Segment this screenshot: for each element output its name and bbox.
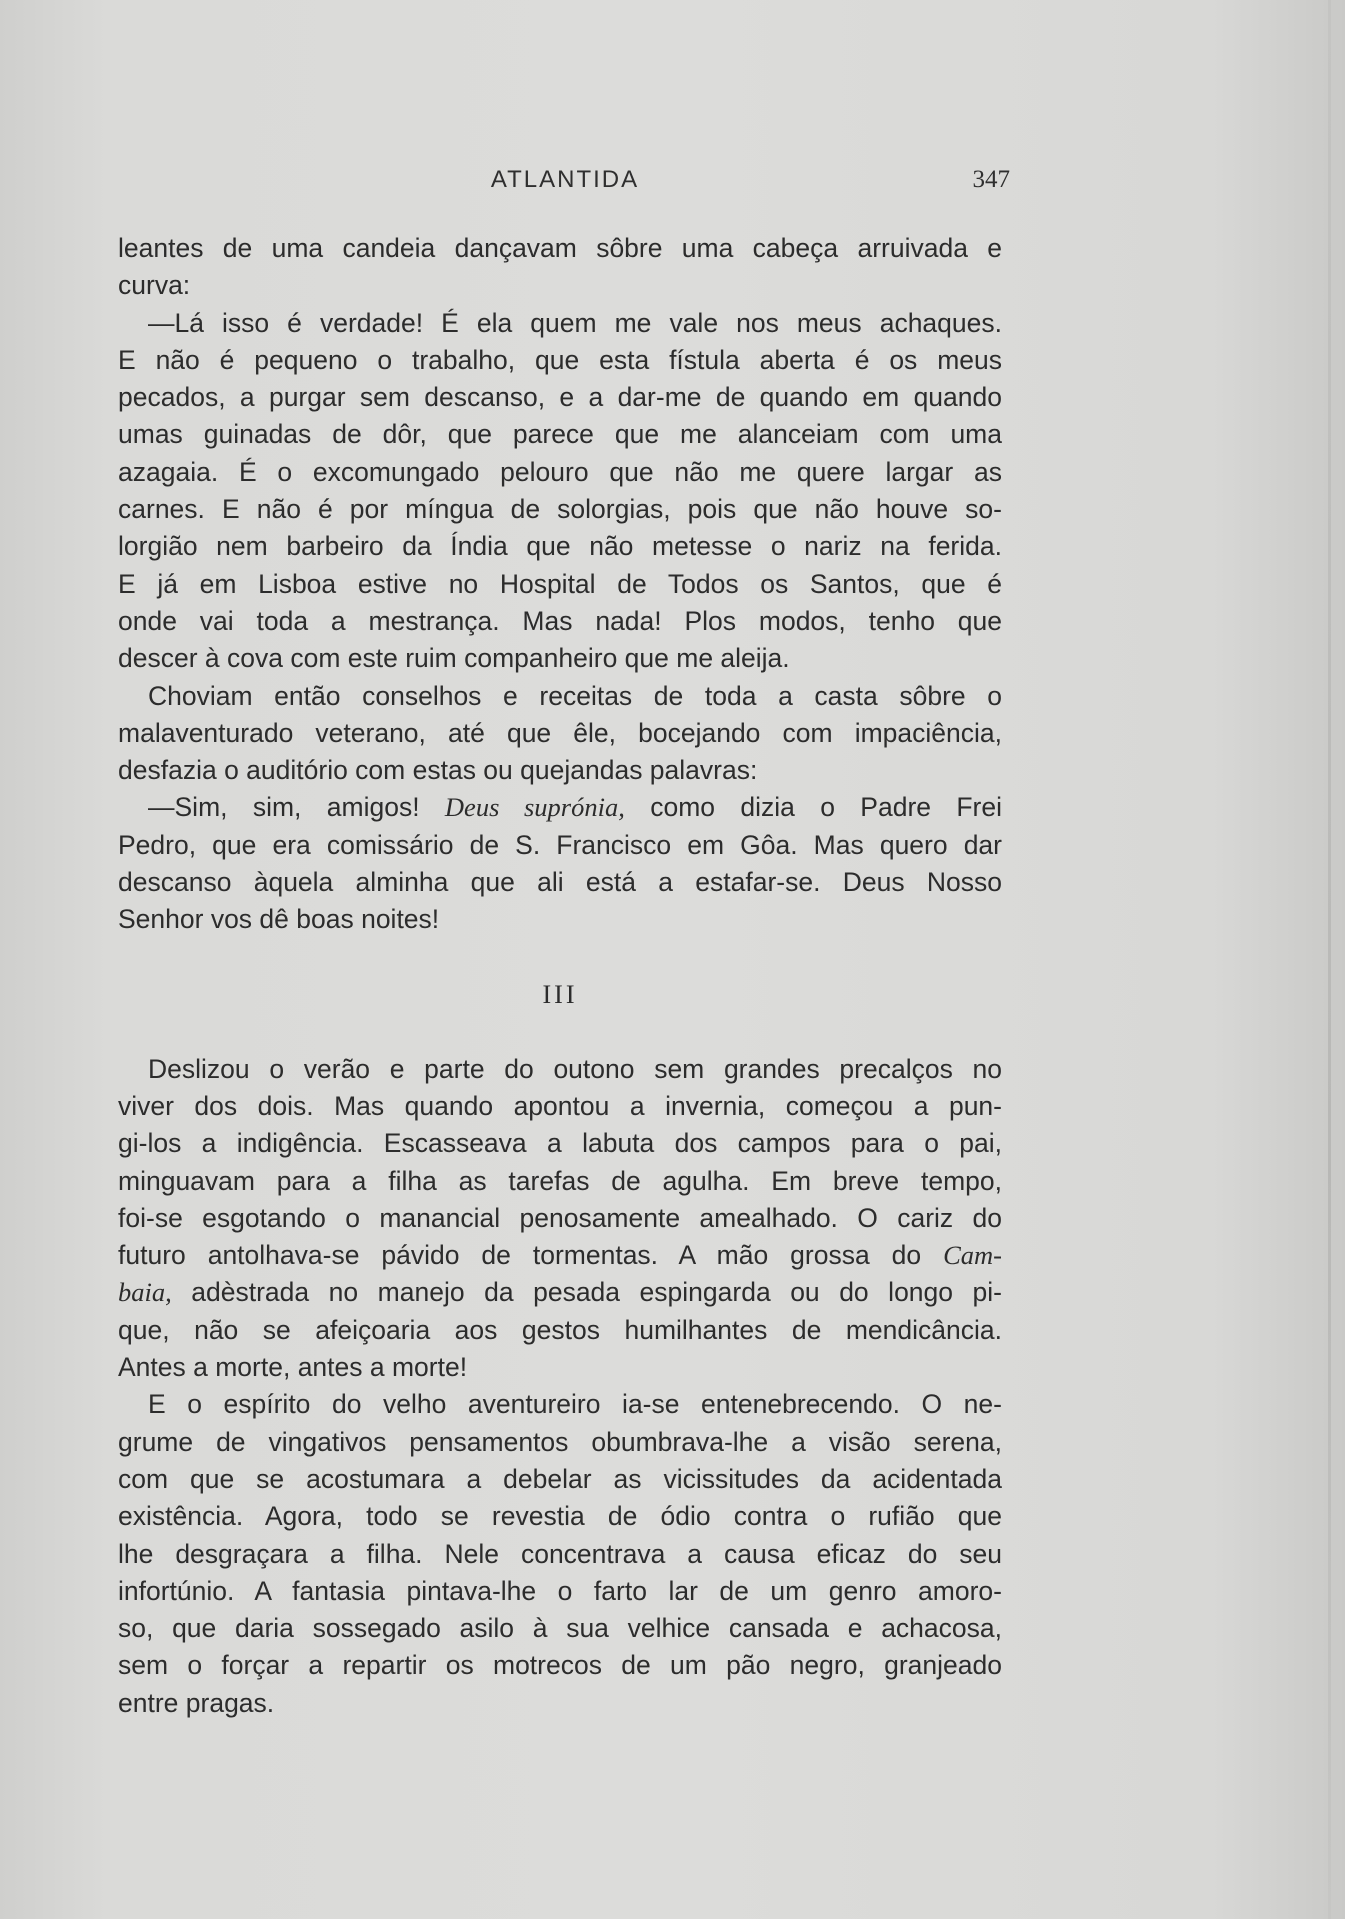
paragraph-1 — [118, 230, 1002, 305]
text-run: adèstrada no manejo da pesada espingarda ou do longo pi- — [191, 1277, 1002, 1308]
text-line: que, não se afeiçoaria aos gestos humilhantes de mendicância. — [118, 1314, 1002, 1345]
text-line: descanso àquela alminha que ali está a estafar-se. Deus Nosso — [118, 867, 1002, 898]
text-line: descer à cova com este ruim companheiro que me aleija. — [118, 643, 790, 674]
italic-phrase: Deus suprónia, — [444, 792, 625, 823]
text-line: azagaia. É o excomungado pelouro que não me quere largar as — [118, 456, 1002, 487]
paragraph-4 — [118, 789, 1002, 938]
text-line: sem o forçar a repartir os motrecos de um pão negro, granjeado — [118, 1650, 1002, 1681]
text-line: foi-se esgotando o manancial penosamente amealhado. O cariz do — [118, 1202, 1002, 1233]
text-run: futuro antolhava-se pávido de tormentas. A mão grossa do — [118, 1240, 922, 1271]
text-line: minguavam para a filha as tarefas de agulha. Em breve tempo, — [118, 1165, 1002, 1196]
text-line: curva: — [118, 270, 191, 301]
paragraph-6 — [118, 1386, 1002, 1722]
text-line: viver dos dois. Mas quando apontou a invernia, começou a pun- — [118, 1090, 1002, 1121]
paragraph-2 — [118, 305, 1002, 678]
body-text — [118, 230, 1002, 1722]
text-line: Deslizou o verão e parte do outono sem grandes precalços no — [148, 1053, 1002, 1084]
text-line: E já em Lisboa estive no Hospital de Todos os Santos, que é — [118, 568, 1002, 599]
paragraph-5 — [118, 1051, 1002, 1387]
text-line: lorgião nem barbeiro da Índia que não metesse o nariz na ferida. — [118, 531, 1002, 562]
italic-phrase: baia, — [118, 1277, 172, 1308]
text-line: carnes. E não é por míngua de solorgias, pois que não houve so- — [118, 494, 1002, 525]
running-head-title: ATLANTIDA — [490, 166, 640, 193]
section-heading: III — [542, 979, 578, 1009]
text-line: entre pragas. — [118, 1687, 275, 1718]
text-line: lhe desgraçara a filha. Nele concentrava a causa eficaz do seu — [118, 1538, 1002, 1569]
text-line: grume de vingativos pensamentos obumbrava-lhe a visão serena, — [118, 1426, 1002, 1457]
page-edge-shadow — [1328, 0, 1331, 1919]
text-line — [118, 1274, 1002, 1311]
text-line: E o espírito do velho aventureiro ia-se entenebrecendo. O ne- — [148, 1389, 1002, 1420]
text-line: so, que daria sossegado asilo à sua velhice cansada e achacosa, — [118, 1613, 1002, 1644]
text-line: desfazia o auditório com estas ou quejandas palavras: — [118, 755, 758, 786]
italic-phrase: Cam- — [943, 1240, 1002, 1271]
text-line: com que se acostumara a debelar as vicissitudes da acidentada — [118, 1463, 1002, 1494]
page-number: 347 — [972, 166, 1010, 193]
text-line: malaventurado veterano, até que êle, bocejando com impaciência, — [118, 717, 1002, 748]
text-line: pecados, a purgar sem descanso, e a dar-me de quando em quando — [118, 382, 1002, 413]
text-line: —Lá isso é verdade! É ela quem me vale nos meus achaques. — [148, 307, 1002, 338]
text-line: E não é pequeno o trabalho, que esta fístula aberta é os meus — [118, 344, 1002, 375]
running-head — [120, 166, 1010, 196]
text-line: existência. Agora, todo se revestia de ódio contra o rufião que — [118, 1501, 1002, 1532]
text-run: como dizia o Padre Frei — [650, 792, 1002, 823]
text-line: leantes de uma candeia dançavam sôbre uma cabeça arruivada e — [118, 233, 1002, 263]
text-line: infortúnio. A fantasia pintava-lhe o farto lar de um genro amoro- — [118, 1575, 1002, 1606]
text-line — [118, 1237, 1002, 1274]
text-line: Pedro, que era comissário de S. Francisco em Gôa. Mas quero dar — [118, 829, 1002, 860]
text-line: Choviam então conselhos e receitas de toda a casta sôbre o — [148, 680, 1002, 711]
text-line — [118, 789, 1002, 826]
text-line: gi-los a indigência. Escasseava a labuta dos campos para o pai, — [118, 1128, 1002, 1159]
text-line: Antes a morte, antes a morte! — [118, 1352, 468, 1383]
text-line: umas guinadas de dôr, que parece que me alanceiam com uma — [118, 419, 1002, 450]
text-line: Senhor vos dê boas noites! — [118, 904, 440, 935]
text-line: onde vai toda a mestrança. Mas nada! Plos modos, tenho que — [118, 605, 1002, 636]
text-run: —Sim, sim, amigos! — [148, 792, 420, 823]
paragraph-3 — [118, 678, 1002, 790]
